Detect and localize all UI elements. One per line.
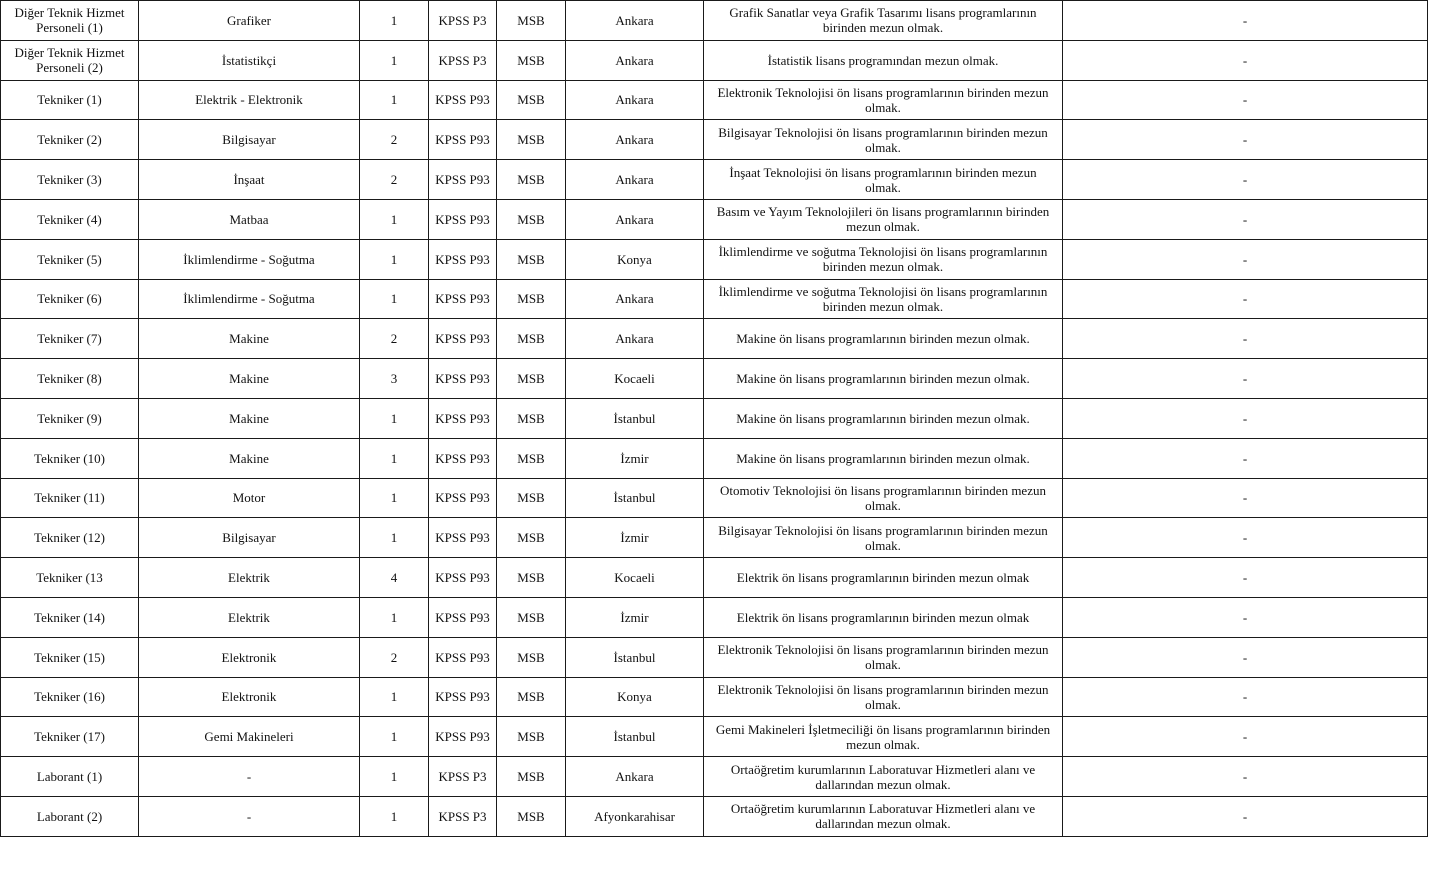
- cell-position-title: Tekniker (11): [1, 478, 139, 518]
- cell-city: Konya: [566, 239, 704, 279]
- cell-qualification: Elektrik ön lisans programlarının birinden mezun olmak: [704, 558, 1063, 598]
- cell-qualification: Ortaöğretim kurumlarının Laboratuvar Hizmetleri alanı ve dallarından mezun olmak.: [704, 757, 1063, 797]
- cell-notes: -: [1063, 359, 1428, 399]
- cell-notes: -: [1063, 160, 1428, 200]
- cell-position-title: Tekniker (10): [1, 438, 139, 478]
- cell-field: İklimlendirme - Soğutma: [139, 279, 360, 319]
- cell-qualification: İstatistik lisans programından mezun olmak.: [704, 40, 1063, 80]
- cell-score-type: KPSS P93: [429, 239, 497, 279]
- cell-qualification: İklimlendirme ve soğutma Teknolojisi ön lisans programlarının birinden mezun olmak.: [704, 239, 1063, 279]
- table-body: [1, 1, 1428, 837]
- cell-count: 1: [360, 717, 429, 757]
- cell-city: Ankara: [566, 160, 704, 200]
- cell-qualification: İklimlendirme ve soğutma Teknolojisi ön lisans programlarının birinden mezun olmak.: [704, 279, 1063, 319]
- cell-notes: -: [1063, 518, 1428, 558]
- table-row: [1, 120, 1428, 160]
- cell-score-type: KPSS P93: [429, 398, 497, 438]
- cell-qualification: Bilgisayar Teknolojisi ön lisans programlarının birinden mezun olmak.: [704, 120, 1063, 160]
- cell-institution: MSB: [497, 319, 566, 359]
- cell-city: Ankara: [566, 1, 704, 41]
- cell-institution: MSB: [497, 558, 566, 598]
- cell-count: 1: [360, 40, 429, 80]
- cell-notes: -: [1063, 677, 1428, 717]
- cell-city: İstanbul: [566, 637, 704, 677]
- cell-position-title: Tekniker (4): [1, 199, 139, 239]
- cell-notes: -: [1063, 319, 1428, 359]
- cell-score-type: KPSS P93: [429, 677, 497, 717]
- cell-qualification: Makine ön lisans programlarının birinden mezun olmak.: [704, 398, 1063, 438]
- cell-institution: MSB: [497, 40, 566, 80]
- cell-institution: MSB: [497, 757, 566, 797]
- cell-count: 1: [360, 518, 429, 558]
- cell-institution: MSB: [497, 359, 566, 399]
- cell-institution: MSB: [497, 80, 566, 120]
- cell-position-title: Tekniker (7): [1, 319, 139, 359]
- cell-institution: MSB: [497, 398, 566, 438]
- cell-city: Kocaeli: [566, 359, 704, 399]
- cell-count: 3: [360, 359, 429, 399]
- table-row: [1, 717, 1428, 757]
- table-row: [1, 1, 1428, 41]
- table-row: [1, 359, 1428, 399]
- cell-field: Elektronik: [139, 677, 360, 717]
- cell-position-title: Tekniker (3): [1, 160, 139, 200]
- cell-notes: -: [1063, 279, 1428, 319]
- cell-position-title: Tekniker (5): [1, 239, 139, 279]
- table-row: [1, 796, 1428, 836]
- cell-city: İzmir: [566, 597, 704, 637]
- cell-count: 2: [360, 160, 429, 200]
- cell-institution: MSB: [497, 637, 566, 677]
- cell-field: Makine: [139, 359, 360, 399]
- cell-field: Makine: [139, 398, 360, 438]
- cell-score-type: KPSS P3: [429, 757, 497, 797]
- cell-field: -: [139, 796, 360, 836]
- cell-score-type: KPSS P93: [429, 199, 497, 239]
- cell-field: Gemi Makineleri: [139, 717, 360, 757]
- cell-count: 1: [360, 677, 429, 717]
- cell-field: Makine: [139, 438, 360, 478]
- cell-city: Ankara: [566, 757, 704, 797]
- cell-count: 1: [360, 796, 429, 836]
- cell-score-type: KPSS P93: [429, 717, 497, 757]
- table-row: [1, 438, 1428, 478]
- table-row: [1, 677, 1428, 717]
- cell-city: Ankara: [566, 40, 704, 80]
- cell-notes: -: [1063, 239, 1428, 279]
- table-row: [1, 160, 1428, 200]
- table-row: [1, 398, 1428, 438]
- cell-institution: MSB: [497, 239, 566, 279]
- cell-count: 1: [360, 597, 429, 637]
- cell-institution: MSB: [497, 597, 566, 637]
- cell-notes: -: [1063, 717, 1428, 757]
- cell-city: Ankara: [566, 199, 704, 239]
- cell-score-type: KPSS P93: [429, 120, 497, 160]
- cell-institution: MSB: [497, 478, 566, 518]
- cell-count: 1: [360, 80, 429, 120]
- cell-count: 1: [360, 1, 429, 41]
- cell-field: Makine: [139, 319, 360, 359]
- cell-notes: -: [1063, 796, 1428, 836]
- cell-position-title: Tekniker (1): [1, 80, 139, 120]
- cell-qualification: Elektronik Teknolojisi ön lisans programlarının birinden mezun olmak.: [704, 80, 1063, 120]
- cell-institution: MSB: [497, 518, 566, 558]
- table-row: [1, 637, 1428, 677]
- cell-position-title: Diğer Teknik Hizmet Personeli (1): [1, 1, 139, 41]
- cell-field: Elektrik: [139, 558, 360, 598]
- cell-institution: MSB: [497, 677, 566, 717]
- cell-field: Elektrik - Elektronik: [139, 80, 360, 120]
- cell-position-title: Laborant (1): [1, 757, 139, 797]
- cell-notes: -: [1063, 1, 1428, 41]
- cell-field: Elektrik: [139, 597, 360, 637]
- cell-notes: -: [1063, 199, 1428, 239]
- cell-field: İstatistikçi: [139, 40, 360, 80]
- cell-position-title: Tekniker (13: [1, 558, 139, 598]
- table-row: [1, 478, 1428, 518]
- cell-count: 2: [360, 637, 429, 677]
- cell-notes: -: [1063, 80, 1428, 120]
- cell-score-type: KPSS P93: [429, 80, 497, 120]
- cell-count: 1: [360, 398, 429, 438]
- table-row: [1, 80, 1428, 120]
- cell-city: Konya: [566, 677, 704, 717]
- table-row: [1, 239, 1428, 279]
- cell-position-title: Tekniker (2): [1, 120, 139, 160]
- cell-count: 2: [360, 319, 429, 359]
- cell-score-type: KPSS P3: [429, 1, 497, 41]
- cell-institution: MSB: [497, 160, 566, 200]
- cell-city: İzmir: [566, 438, 704, 478]
- table-row: [1, 40, 1428, 80]
- cell-institution: MSB: [497, 796, 566, 836]
- cell-qualification: Bilgisayar Teknolojisi ön lisans programlarının birinden mezun olmak.: [704, 518, 1063, 558]
- cell-score-type: KPSS P93: [429, 558, 497, 598]
- cell-institution: MSB: [497, 438, 566, 478]
- cell-score-type: KPSS P93: [429, 438, 497, 478]
- cell-count: 1: [360, 279, 429, 319]
- cell-qualification: Grafik Sanatlar veya Grafik Tasarımı lisans programlarının birinden mezun olmak.: [704, 1, 1063, 41]
- cell-field: Bilgisayar: [139, 518, 360, 558]
- cell-position-title: Tekniker (15): [1, 637, 139, 677]
- cell-position-title: Tekniker (14): [1, 597, 139, 637]
- cell-count: 4: [360, 558, 429, 598]
- cell-position-title: Tekniker (17): [1, 717, 139, 757]
- cell-count: 1: [360, 478, 429, 518]
- cell-position-title: Laborant (2): [1, 796, 139, 836]
- cell-field: Elektronik: [139, 637, 360, 677]
- cell-count: 1: [360, 438, 429, 478]
- cell-score-type: KPSS P93: [429, 160, 497, 200]
- cell-field: Bilgisayar: [139, 120, 360, 160]
- table-row: [1, 757, 1428, 797]
- cell-city: Kocaeli: [566, 558, 704, 598]
- cell-position-title: Diğer Teknik Hizmet Personeli (2): [1, 40, 139, 80]
- cell-field: Motor: [139, 478, 360, 518]
- cell-institution: MSB: [497, 199, 566, 239]
- table-row: [1, 279, 1428, 319]
- cell-count: 2: [360, 120, 429, 160]
- cell-institution: MSB: [497, 717, 566, 757]
- cell-field: -: [139, 757, 360, 797]
- cell-city: İstanbul: [566, 478, 704, 518]
- cell-qualification: Makine ön lisans programlarının birinden mezun olmak.: [704, 359, 1063, 399]
- table-row: [1, 597, 1428, 637]
- cell-institution: MSB: [497, 120, 566, 160]
- cell-position-title: Tekniker (16): [1, 677, 139, 717]
- cell-institution: MSB: [497, 279, 566, 319]
- cell-qualification: Basım ve Yayım Teknolojileri ön lisans programlarının birinden mezun olmak.: [704, 199, 1063, 239]
- cell-score-type: KPSS P93: [429, 359, 497, 399]
- cell-notes: -: [1063, 40, 1428, 80]
- cell-position-title: Tekniker (9): [1, 398, 139, 438]
- cell-city: Ankara: [566, 279, 704, 319]
- cell-field: İnşaat: [139, 160, 360, 200]
- table-row: [1, 199, 1428, 239]
- cell-field: Grafiker: [139, 1, 360, 41]
- table-row: [1, 518, 1428, 558]
- cell-notes: -: [1063, 438, 1428, 478]
- cell-field: İklimlendirme - Soğutma: [139, 239, 360, 279]
- cell-score-type: KPSS P93: [429, 597, 497, 637]
- cell-notes: -: [1063, 597, 1428, 637]
- cell-score-type: KPSS P93: [429, 478, 497, 518]
- cell-qualification: Gemi Makineleri İşletmeciliği ön lisans programlarının birinden mezun olmak.: [704, 717, 1063, 757]
- cell-score-type: KPSS P3: [429, 796, 497, 836]
- cell-count: 1: [360, 199, 429, 239]
- cell-qualification: Elektronik Teknolojisi ön lisans programlarının birinden mezun olmak.: [704, 637, 1063, 677]
- cell-position-title: Tekniker (6): [1, 279, 139, 319]
- cell-city: Ankara: [566, 319, 704, 359]
- cell-field: Matbaa: [139, 199, 360, 239]
- table-row: [1, 319, 1428, 359]
- cell-institution: MSB: [497, 1, 566, 41]
- cell-notes: -: [1063, 398, 1428, 438]
- cell-notes: -: [1063, 120, 1428, 160]
- cell-notes: -: [1063, 757, 1428, 797]
- cell-qualification: İnşaat Teknolojisi ön lisans programlarının birinden mezun olmak.: [704, 160, 1063, 200]
- cell-city: İstanbul: [566, 398, 704, 438]
- cell-qualification: Elektrik ön lisans programlarının birinden mezun olmak: [704, 597, 1063, 637]
- cell-position-title: Tekniker (12): [1, 518, 139, 558]
- cell-notes: -: [1063, 558, 1428, 598]
- cell-qualification: Elektronik Teknolojisi ön lisans programlarının birinden mezun olmak.: [704, 677, 1063, 717]
- table-row: [1, 558, 1428, 598]
- cell-score-type: KPSS P93: [429, 518, 497, 558]
- cell-qualification: Makine ön lisans programlarının birinden mezun olmak.: [704, 319, 1063, 359]
- cell-count: 1: [360, 239, 429, 279]
- cell-city: Ankara: [566, 120, 704, 160]
- cell-qualification: Otomotiv Teknolojisi ön lisans programlarının birinden mezun olmak.: [704, 478, 1063, 518]
- cell-city: Ankara: [566, 80, 704, 120]
- cell-qualification: Ortaöğretim kurumlarının Laboratuvar Hizmetleri alanı ve dallarından mezun olmak.: [704, 796, 1063, 836]
- cell-score-type: KPSS P93: [429, 279, 497, 319]
- cell-city: İzmir: [566, 518, 704, 558]
- cell-score-type: KPSS P3: [429, 40, 497, 80]
- cell-count: 1: [360, 757, 429, 797]
- cell-city: İstanbul: [566, 717, 704, 757]
- cell-notes: -: [1063, 478, 1428, 518]
- cell-city: Afyonkarahisar: [566, 796, 704, 836]
- cell-score-type: KPSS P93: [429, 319, 497, 359]
- cell-notes: -: [1063, 637, 1428, 677]
- cell-score-type: KPSS P93: [429, 637, 497, 677]
- cell-position-title: Tekniker (8): [1, 359, 139, 399]
- cell-qualification: Makine ön lisans programlarının birinden mezun olmak.: [704, 438, 1063, 478]
